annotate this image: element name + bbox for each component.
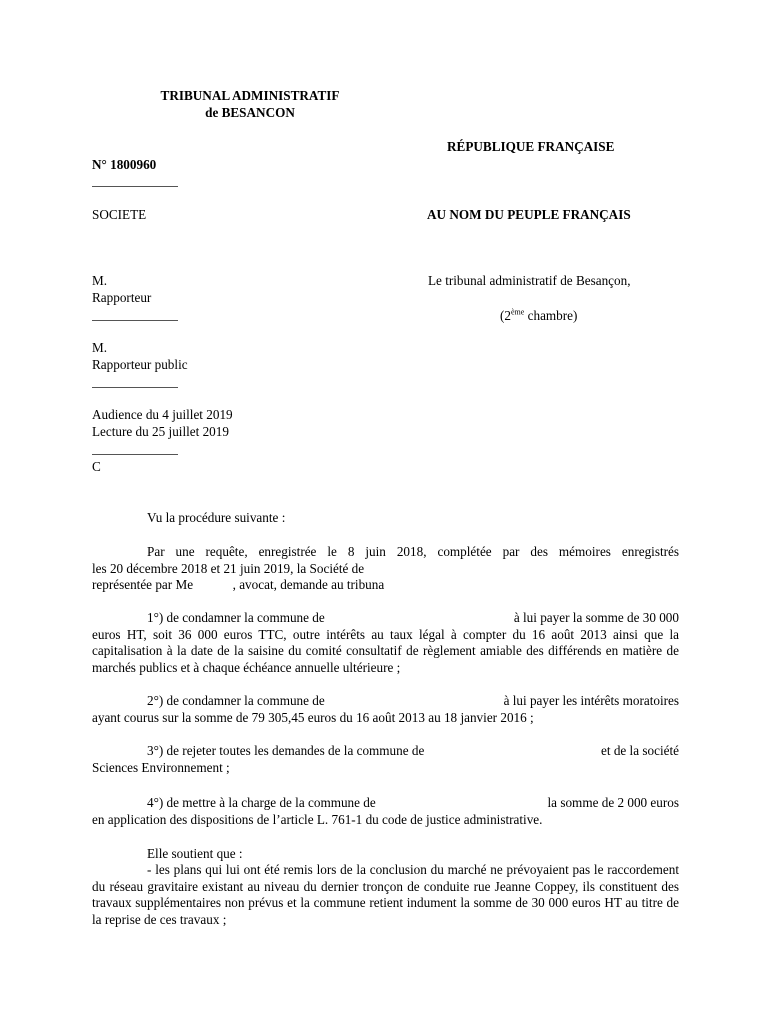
public-rapporteur-name: M. <box>92 340 108 355</box>
divider <box>92 186 178 187</box>
item-3-part-a: 3°) de rejeter toutes les demandes de la commune de <box>147 743 425 758</box>
chamber-sup: ème <box>511 307 525 317</box>
chamber-open: (2 <box>500 308 511 323</box>
item-3-first-line <box>92 743 679 760</box>
item-1 <box>92 610 679 676</box>
item-1-first-line <box>92 610 679 627</box>
item-3-rest: Sciences Environnement ; <box>92 759 230 775</box>
request-paragraph <box>92 544 679 594</box>
item-4-part-a: 4°) de mettre à la charge de la commune de <box>147 795 376 810</box>
divider <box>92 387 178 388</box>
item-4-first-line <box>92 795 679 812</box>
rapporteur-role: Rapporteur <box>92 290 152 305</box>
item-2-rest: ayant courus sur la somme de 79 305,45 euros du 16 août 2013 au 18 janvier 2016 ; <box>92 709 534 725</box>
item-1-part-b: à lui payer la somme de 30 000 <box>513 610 679 625</box>
court-name-line2: de BESANCON <box>205 104 295 120</box>
item-4-rest: en application des dispositions de l’article L. 761-1 du code de justice administrative. <box>92 811 543 827</box>
item-4-part-b: la somme de 2 000 euros <box>547 795 679 810</box>
republic-heading: RÉPUBLIQUE FRANÇAISE <box>447 139 615 154</box>
rapporteur-name: M. <box>92 273 108 288</box>
item-4 <box>92 795 679 828</box>
chamber-rest: chambre) <box>524 308 578 323</box>
procedure-heading: Vu la procédure suivante : <box>147 510 286 525</box>
request-line2: les 20 décembre 2018 et 21 juin 2019, la Société de <box>92 560 365 576</box>
item-3-part-b: et de la société <box>601 743 679 758</box>
item-2-part-a: 2°) de condamner la commune de <box>147 693 325 708</box>
request-line1: Par une requête, enregistrée le 8 juin 2018, complétée par des mémoires enregistrés <box>147 544 679 559</box>
public-rapporteur-role: Rapporteur public <box>92 357 188 372</box>
item-2-part-b: à lui payer les intérêts moratoires <box>503 693 679 708</box>
court-name <box>120 88 380 121</box>
tribunal-line: Le tribunal administratif de Besançon, <box>428 273 631 288</box>
reading-date: Lecture du 25 juillet 2019 <box>92 424 229 439</box>
argument-1 <box>92 862 679 928</box>
request-line3: représentée par Me , avocat, demande au tribuna <box>92 577 385 592</box>
item-3 <box>92 743 679 776</box>
people-heading: AU NOM DU PEUPLE FRANÇAIS <box>427 207 631 222</box>
hearing-date: Audience du 4 juillet 2019 <box>92 407 233 422</box>
case-number: N° 1800960 <box>92 157 157 172</box>
divider <box>92 320 178 321</box>
argument-1-text: - les plans qui lui ont été remis lors de la conclusion du marché ne prévoyaient pas le raccordement du réseau gravitaire existant au niveau du dernier tronçon de conduite rue Jeanne Coppey, ils constituent des travaux supplémentaires non prévus et la commune retient indument la somme de 30 000 euros HT au titre de la reprise de ces travaux ; <box>92 862 679 927</box>
item-2-first-line <box>92 693 679 710</box>
divider <box>92 454 178 455</box>
party-name: SOCIETE <box>92 207 147 222</box>
item-2 <box>92 693 679 726</box>
court-name-line1: TRIBUNAL ADMINISTRATIF <box>160 88 340 103</box>
chamber-line <box>500 308 577 325</box>
item-1-rest: euros HT, soit 36 000 euros TTC, outre intérêts au taux légal à compter du 16 août 2013 ainsi que la capitalisation à la date de la saisine du comité consultatif de règlement amiable des différends en matière de marchés publics et à chaque échéance annuelle ultérieure ; <box>92 626 679 675</box>
classification-code: C <box>92 459 101 474</box>
argues-heading: Elle soutient que : <box>147 846 243 861</box>
item-1-part-a: 1°) de condamner la commune de <box>147 610 325 625</box>
